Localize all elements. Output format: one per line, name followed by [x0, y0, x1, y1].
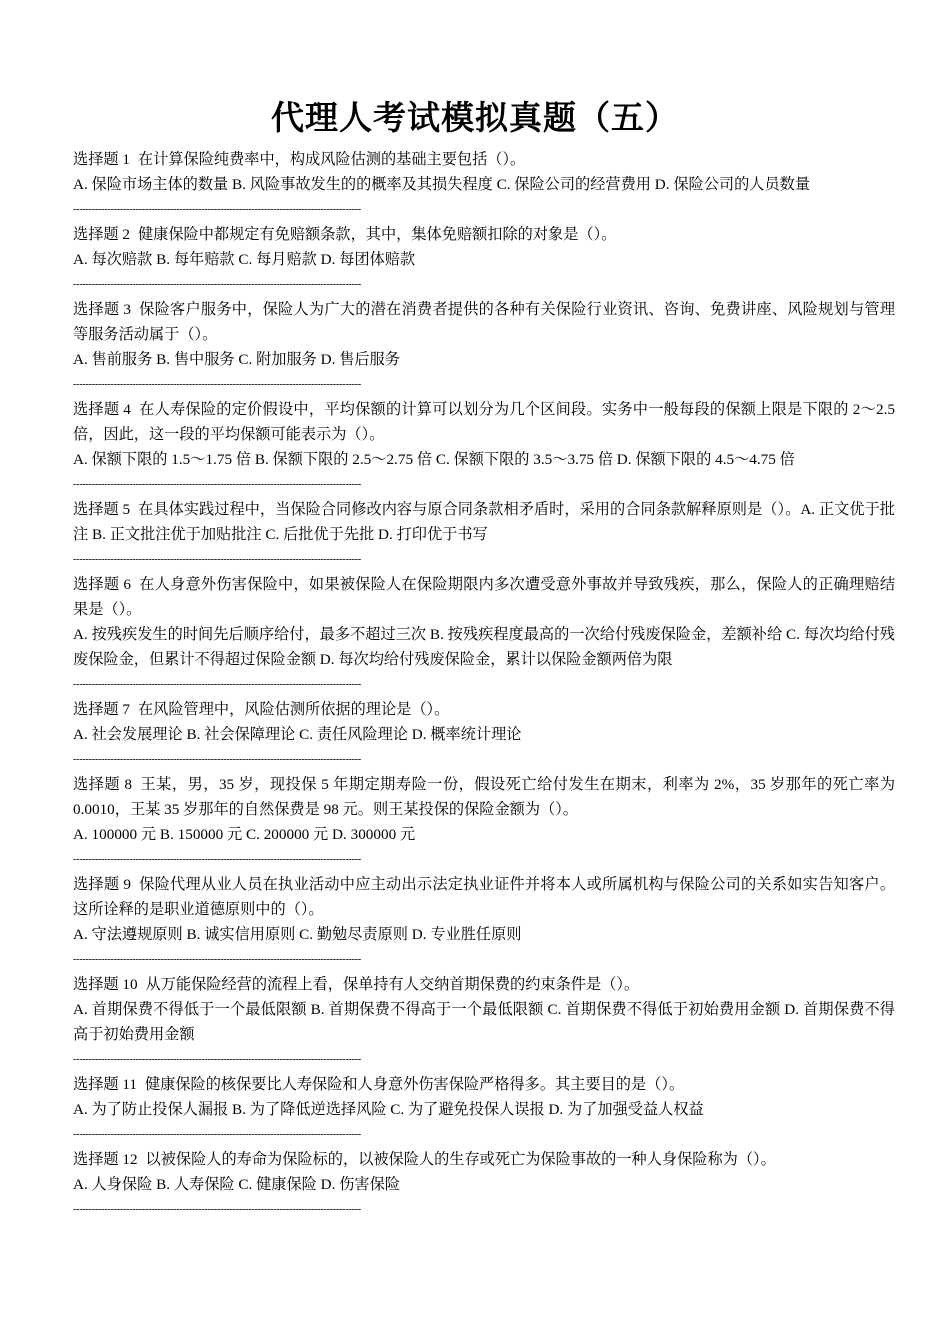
separator-line: -------------------------------------------------------------------------------------------- — [73, 1129, 361, 1140]
question-item — [73, 872, 895, 972]
question-number: 选择题 12 — [73, 1151, 138, 1168]
separator-line: -------------------------------------------------------------------------------------------- — [73, 379, 361, 390]
question-number: 选择题 7 — [73, 701, 130, 718]
separator-line: -------------------------------------------------------------------------------------------- — [73, 479, 361, 490]
separator-line: -------------------------------------------------------------------------------------------- — [73, 679, 361, 690]
question-stem: 健康保险的核保要比人寿保险和人身意外伤害保险严格得多。其主要目的是（）。 — [144, 1076, 685, 1093]
question-number: 选择题 10 — [73, 976, 138, 993]
question-stem: 保险客户服务中，保险人为广大的潜在消费者提供的各种有关保险行业资讯、咨询、免费讲座、风险规划与管理等服务活动属于（）。 — [73, 301, 896, 343]
question-item — [73, 497, 895, 572]
question-stem: 以被保险人的寿命为保险标的，以被保险人的生存或死亡为保险事故的一种人身保险称为（）。 — [145, 1151, 776, 1168]
question-number: 选择题 8 — [73, 776, 132, 793]
question-number: 选择题 3 — [73, 301, 131, 318]
separator-line: -------------------------------------------------------------------------------------------- — [73, 1054, 361, 1065]
question-number: 选择题 2 — [73, 226, 130, 243]
question-item — [73, 697, 895, 772]
separator-line: -------------------------------------------------------------------------------------------- — [73, 754, 361, 765]
separator-line: -------------------------------------------------------------------------------------------- — [73, 854, 361, 865]
question-options: A. 按残疾发生的时间先后顺序给付，最多不超过三次 B. 按残疾程度最高的一次给付残废保险金，差额补给 C. 每次均给付残废保险金，但累计不得超过保险金额 D. 每次均给付残废保险金，累计以保险金额两倍为限 — [73, 626, 895, 668]
question-list — [73, 147, 895, 1222]
question-stem: 在具体实践过程中，当保险合同修改内容与原合同条款相矛盾时，采用的合同条款解释原则是（）。A. 正文优于批注 B. 正文批注优于加贴批注 C. 后批优于先批 D. 打印优于书写 — [73, 501, 895, 543]
separator-line: -------------------------------------------------------------------------------------------- — [73, 554, 361, 565]
separator-line: -------------------------------------------------------------------------------------------- — [73, 279, 361, 290]
question-number: 选择题 1 — [73, 151, 130, 168]
question-stem: 从万能保险经营的流程上看，保单持有人交纳首期保费的约束条件是（）。 — [145, 976, 640, 993]
question-number: 选择题 5 — [73, 501, 131, 518]
question-number: 选择题 11 — [73, 1076, 137, 1093]
separator-line: -------------------------------------------------------------------------------------------- — [73, 204, 361, 215]
question-stem: 在计算保险纯费率中，构成风险估测的基础主要包括（）。 — [137, 151, 526, 168]
question-item — [73, 1072, 895, 1147]
question-options: A. 社会发展理论 B. 社会保障理论 C. 责任风险理论 D. 概率统计理论 — [73, 726, 522, 743]
question-item — [73, 772, 895, 872]
page-title: 代理人考试模拟真题（五） — [271, 98, 679, 137]
question-item — [73, 572, 895, 697]
question-item — [73, 222, 895, 297]
question-number: 选择题 4 — [73, 401, 131, 418]
question-stem: 健康保险中都规定有免赔额条款，其中，集体免赔额扣除的对象是（）。 — [137, 226, 617, 243]
question-options: A. 保额下限的 1.5～1.75 倍 B. 保额下限的 2.5～2.75 倍 C. 保额下限的 3.5～3.75 倍 D. 保额下限的 4.5～4.75 倍 — [73, 451, 795, 468]
question-options: A. 首期保费不得低于一个最低限额 B. 首期保费不得高于一个最低限额 C. 首期保费不得低于初始费用金额 D. 首期保费不得高于初始费用金额 — [73, 1001, 895, 1043]
question-options: A. 守法遵规原则 B. 诚实信用原则 C. 勤勉尽责原则 D. 专业胜任原则 — [73, 926, 522, 943]
question-options: A. 人身保险 B. 人寿保险 C. 健康保险 D. 伤害保险 — [73, 1176, 400, 1193]
question-stem: 在风险管理中，风险估测所依据的理论是（）。 — [137, 701, 450, 718]
question-stem: 在人身意外伤害保险中，如果被保险人在保险期限内多次遭受意外事故并导致残疾，那么，保险人的正确理赔结果是（）。 — [73, 576, 896, 618]
separator-line: -------------------------------------------------------------------------------------------- — [73, 1204, 361, 1215]
question-options: A. 100000 元 B. 150000 元 C. 200000 元 D. 300000 元 — [73, 826, 416, 843]
question-item — [73, 972, 895, 1072]
question-stem: 王某，男，35 岁，现投保 5 年期定期寿险一份，假设死亡给付发生在期末，利率为 2%，35 岁那年的死亡率为 0.0010，王某 35 岁那年的自然保费是 98 元。则王某投保的保险金额为（）。 — [73, 776, 896, 818]
question-stem: 保险代理从业人员在执业活动中应主动出示法定执业证件并将本人或所属机构与保险公司的关系如实告知客户。这所诠释的是职业道德原则中的（）。 — [73, 876, 896, 918]
question-options: A. 每次赔款 B. 每年赔款 C. 每月赔款 D. 每团体赔款 — [73, 251, 416, 268]
separator-line: -------------------------------------------------------------------------------------------- — [73, 954, 361, 965]
question-number: 选择题 9 — [73, 876, 131, 893]
question-number: 选择题 6 — [73, 576, 131, 593]
question-item — [73, 147, 895, 222]
question-item — [73, 297, 895, 397]
question-options: A. 为了防止投保人漏报 B. 为了降低逆选择风险 C. 为了避免投保人误报 D. 为了加强受益人权益 — [73, 1101, 704, 1118]
question-options: A. 售前服务 B. 售中服务 C. 附加服务 D. 售后服务 — [73, 351, 400, 368]
question-item — [73, 1147, 895, 1222]
question-options: A. 保险市场主体的数量 B. 风险事故发生的的概率及其损失程度 C. 保险公司的经营费用 D. 保险公司的人员数量 — [73, 176, 811, 193]
question-stem: 在人寿保险的定价假设中，平均保额的计算可以划分为几个区间段。实务中一般每段的保额上限是下限的 2～2.5 倍，因此，这一段的平均保额可能表示为（）。 — [73, 401, 896, 443]
question-item — [73, 397, 895, 497]
